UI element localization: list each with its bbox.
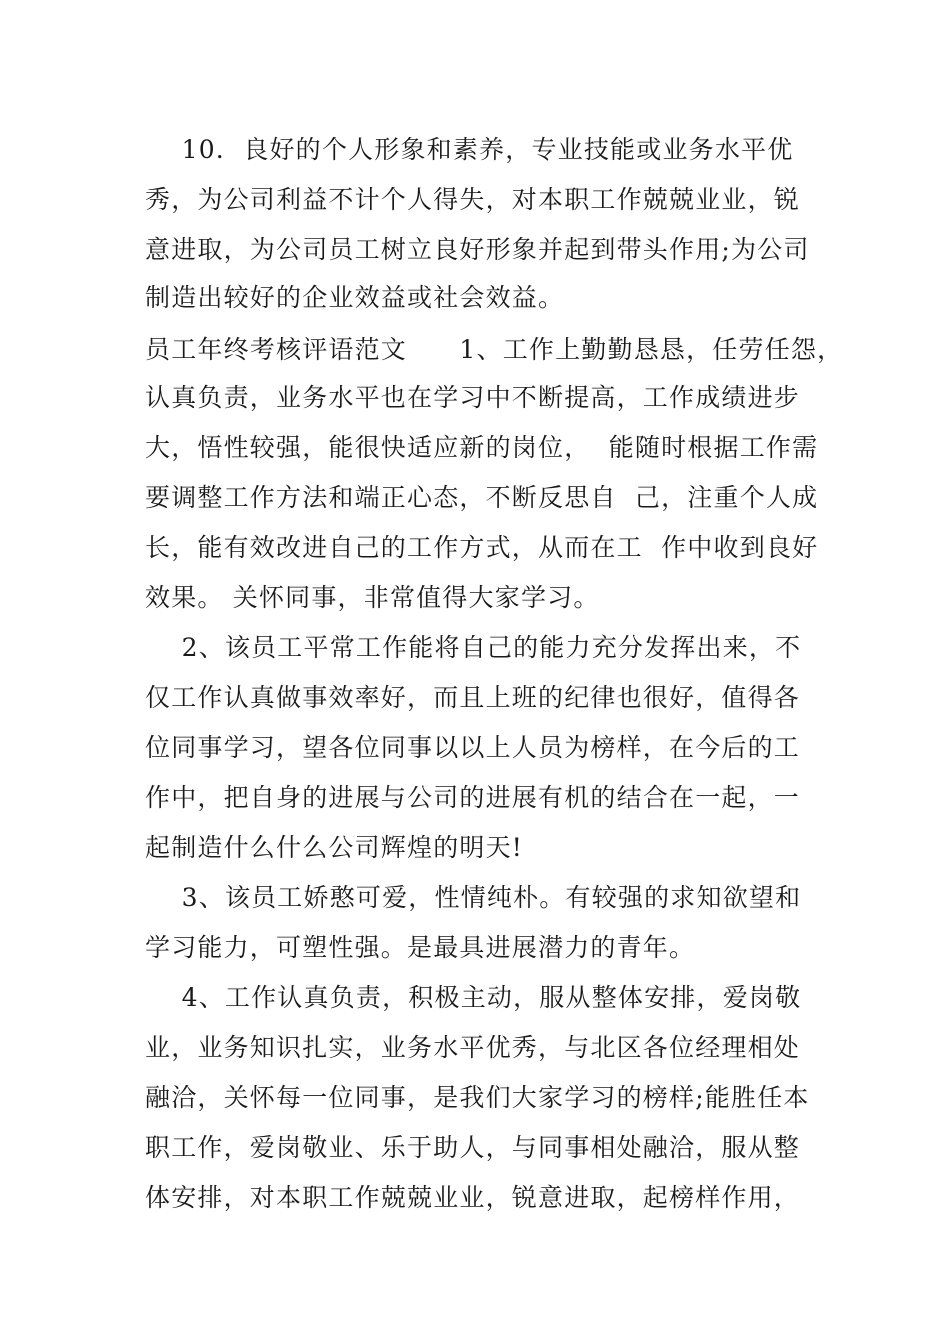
text-line: 长，能有效改进自己的工作方式，从而在工 作中收到良好 (145, 533, 819, 562)
text-line: 职工作，爱岗敬业、乐于助人，与同事相处融洽，服从整 (145, 1133, 801, 1162)
text-line: 起制造什么什么公司辉煌的明天! (145, 833, 524, 862)
text-line: 融洽，关怀每一位同事，是我们大家学习的榜样;能胜任本 (145, 1083, 810, 1112)
text-line: 10. 良好的个人形象和素养，专业技能或业务水平优 (145, 135, 794, 164)
text-line: 大，悟性较强，能很快适应新的岗位， 能随时根据工作需 (145, 433, 819, 462)
text-line: 仅工作认真做事效率好，而且上班的纪律也很好，值得各 (145, 683, 801, 712)
text-line: 制造出较好的企业效益或社会效益。 (145, 283, 565, 312)
text-line: 2、该员工平常工作能将自己的能力充分发挥出来，不 (145, 633, 802, 662)
text-line: 意进取，为公司员工树立良好形象并起到带头作用;为公司 (145, 235, 810, 264)
text-line: 3、该员工娇憨可爱，性情纯朴。有较强的求知欲望和 (145, 883, 802, 912)
text-line: 认真负责，业务水平也在学习中不断提高，工作成绩进步 (145, 383, 801, 412)
text-line: 作中，把自身的进展与公司的进展有机的结合在一起，一 (145, 783, 801, 812)
text-line: 体安排，对本职工作兢兢业业，锐意进取，起榜样作用， (145, 1183, 801, 1212)
text-line: 秀，为公司利益不计个人得失，对本职工作兢兢业业，锐 (145, 185, 801, 214)
text-line: 员工年终考核评语范文 1、工作上勤勤恳恳，任劳任怨， (145, 335, 844, 364)
text-line: 要调整工作方法和端正心态，不断反思自 己，注重个人成 (145, 483, 819, 512)
text-line: 效果。 关怀同事，非常值得大家学习。 (145, 583, 600, 612)
text-line: 业，业务知识扎实，业务水平优秀，与北区各位经理相处 (145, 1033, 801, 1062)
text-line: 学习能力，可塑性强。是最具进展潜力的青年。 (145, 933, 696, 962)
text-line: 4、工作认真负责，积极主动，服从整体安排，爱岗敬 (145, 983, 802, 1012)
text-line: 位同事学习，望各位同事以以上人员为榜样，在今后的工 (145, 733, 801, 762)
